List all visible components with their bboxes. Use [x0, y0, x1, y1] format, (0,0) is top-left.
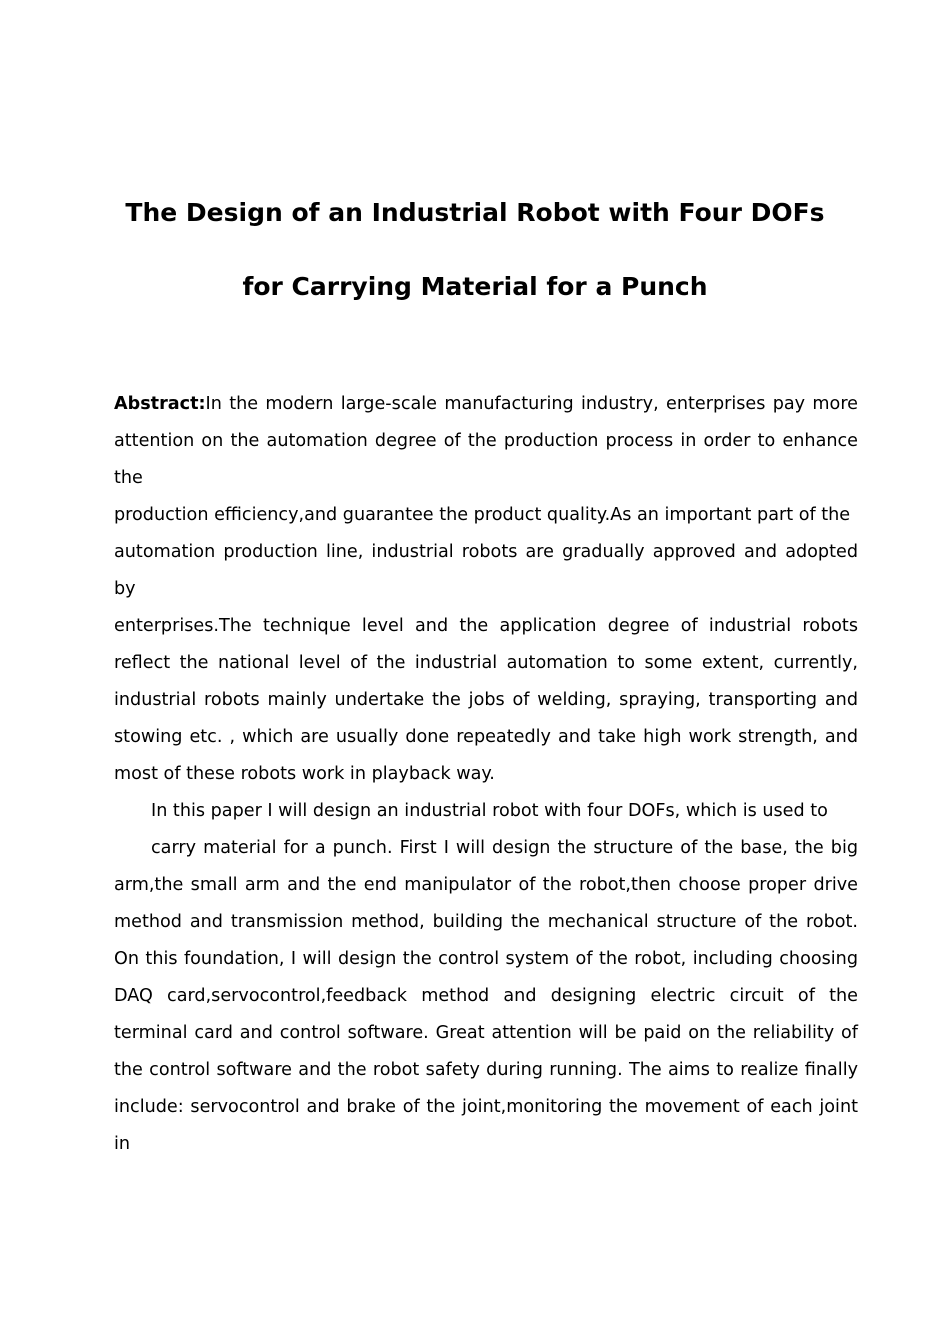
- abstract-paragraph-6-text: carry material for a punch. First I will design the structure of the base, the big arm,the small arm and the end manipulator of the robot,then choose proper drive method and transmission method, building the mechanical structure of the robot. On this foundation, I will design the control system of the robot, including choosing DAQ card,servocontrol,feedback method and designing electric circuit of the terminal card and control software. Great attention will be paid on the reliability of the control software and the robot safety during running. The aims to realize finally include: servocontrol and brake of the joint,monitoring the movement of each joint in: [114, 838, 858, 1154]
- abstract-label: Abstract:: [114, 394, 206, 414]
- title-line-2: for Carrying Material for a Punch: [242, 272, 708, 301]
- abstract-body: [114, 386, 858, 1163]
- abstract-paragraph-2: production efficiency,and guarantee the product quality.As an important part of the: [114, 505, 851, 525]
- abstract-paragraph-1-text: In the modern large-scale manufacturing industry, enterprises pay more attention on the automation degree of the production process in order to enhance the: [114, 394, 858, 488]
- abstract-paragraph-5-text: In this paper I will design an industrial robot with four DOFs, which is used to: [151, 801, 828, 821]
- abstract-paragraph-5: [114, 793, 858, 830]
- title-line-1: The Design of an Industrial Robot with Four DOFs: [125, 198, 825, 227]
- abstract-paragraph-4: enterprises.The technique level and the application degree of industrial robots reflect the national level of the industrial automation to some extent, currently, industrial robots mainly undertake the jobs of welding, spraying, transporting and stowing etc. , which are usually done repeatedly and take high work strength, and most of these robots work in playback way.: [114, 616, 858, 784]
- abstract-paragraph-3: automation production line, industrial robots are gradually approved and adopted by: [114, 542, 858, 599]
- abstract-paragraph-1: [114, 386, 858, 497]
- abstract-paragraph-6: [114, 830, 858, 1163]
